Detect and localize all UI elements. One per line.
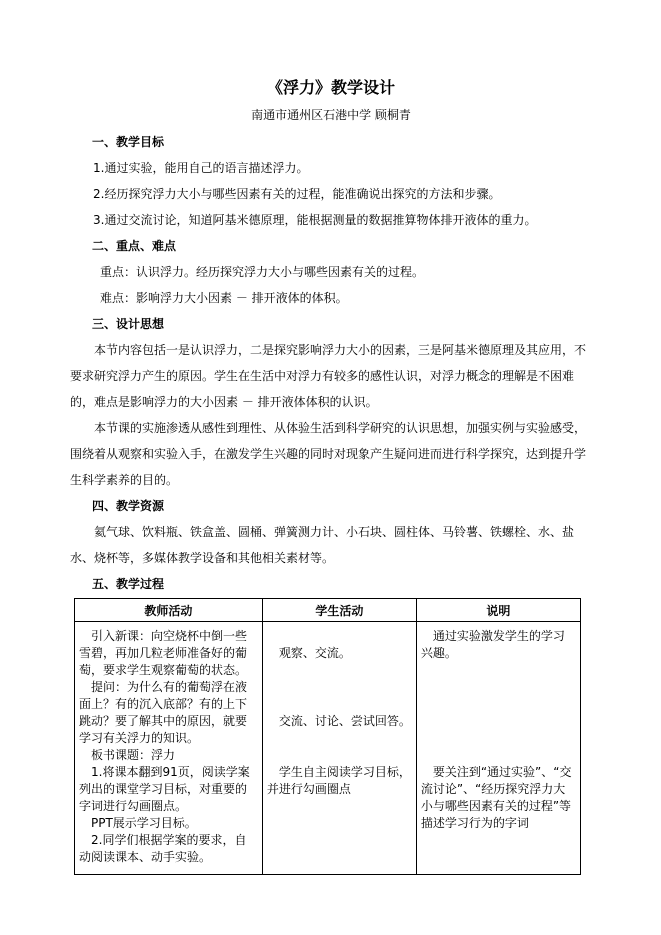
document-body: [70, 75, 592, 597]
table-header-row: [75, 599, 581, 622]
teacher-step: 板书课题：浮力: [91, 748, 176, 762]
header-student: 学生活动: [262, 599, 416, 622]
header-teacher: 教师活动: [75, 599, 263, 622]
resources-paragraph: 氦气球、饮料瓶、铁盒盖、圆桶、弹簧测力计、小石块、圆柱体、马铃薯、铁螺栓、水、盐水、烧杯等，多媒体教学设备和其他相关素材等。: [70, 525, 575, 565]
objective-item: 3.通过交流讨论，知道阿基米德原理，能根据测量的数据推算物体排开液体的重力。: [93, 213, 537, 227]
teacher-step: 1.将课本翻到91页，阅读学案列出的课堂学习目标，对重要的字词进行勾画圈点。: [79, 765, 250, 813]
teaching-process-table: [74, 598, 581, 875]
objective-item: 1.通过实验，能用自己的语言描述浮力。: [93, 161, 309, 175]
table-row: [75, 622, 581, 875]
teacher-step: PPT展示学习目标。: [91, 816, 197, 830]
document-title: 《浮力》教学设计: [266, 78, 395, 97]
section-heading-objectives: 一、教学目标: [92, 135, 165, 149]
section-heading-resources: 四、教学资源: [92, 499, 165, 513]
key-point: 重点：认识浮力。经历探究浮力大小与哪些因素有关的过程。: [100, 265, 425, 279]
teacher-cell: [75, 622, 263, 875]
difficult-point: 难点：影响浮力大小因素 － 排开液体的体积。: [100, 291, 348, 305]
section-heading-process: 五、教学过程: [92, 577, 165, 591]
student-step: 交流、讨论、尝试回答。: [278, 714, 411, 728]
note: 通过实验激发学生的学习兴趣。: [420, 629, 565, 660]
section-heading-key-points: 二、重点、难点: [92, 239, 177, 253]
design-paragraph: 本节内容包括一是认识浮力，二是探究影响浮力大小的因素，三是阿基米德原理及其应用，不要求研究浮力产生的原因。学生在生活中对浮力有较多的感性认识，对浮力概念的理解是不困难的，难点是影响浮力的大小因素 － 排开液体体积的认识。: [70, 343, 587, 409]
notes-cell: [416, 622, 580, 875]
student-cell: [262, 622, 416, 875]
teacher-step: 2.同学们根据学案的要求，自动阅读课本、动手实验。: [79, 833, 247, 864]
header-notes: 说明: [416, 599, 580, 622]
student-step: 学生自主阅读学习目标，并进行勾画圈点: [266, 765, 411, 796]
note: 要关注到“通过实验”、“交流讨论”、“经历探究浮力大小与哪些因素有关的过程”等描述学习行为的字词: [420, 765, 572, 830]
section-heading-design: 三、设计思想: [92, 317, 165, 331]
student-step: 观察、交流。: [278, 646, 351, 660]
teacher-step: 提问：为什么有的葡萄浮在液面上？有的沉入底部？有的上下跳动？要了解其中的原因，就要学习有关浮力的知识。: [79, 680, 248, 745]
teacher-step: 引入新课：向空烧杯中倒一些雪碧，再加几粒老师准备好的葡萄，要求学生观察葡萄的状态。: [79, 629, 248, 677]
author-line: 南通市通州区石港中学 顾桐青: [251, 108, 411, 122]
design-paragraph: 本节课的实施渗透从感性到理性、从体验生活到科学研究的认识思想，加强实例与实验感受，围绕着从观察和实验入手，在激发学生兴趣的同时对现象产生疑问进而进行科学探究，达到提升学生科学素养的目的。: [70, 421, 587, 487]
objective-item: 2.经历探究浮力大小与哪些因素有关的过程，能准确说出探究的方法和步骤。: [93, 187, 501, 201]
